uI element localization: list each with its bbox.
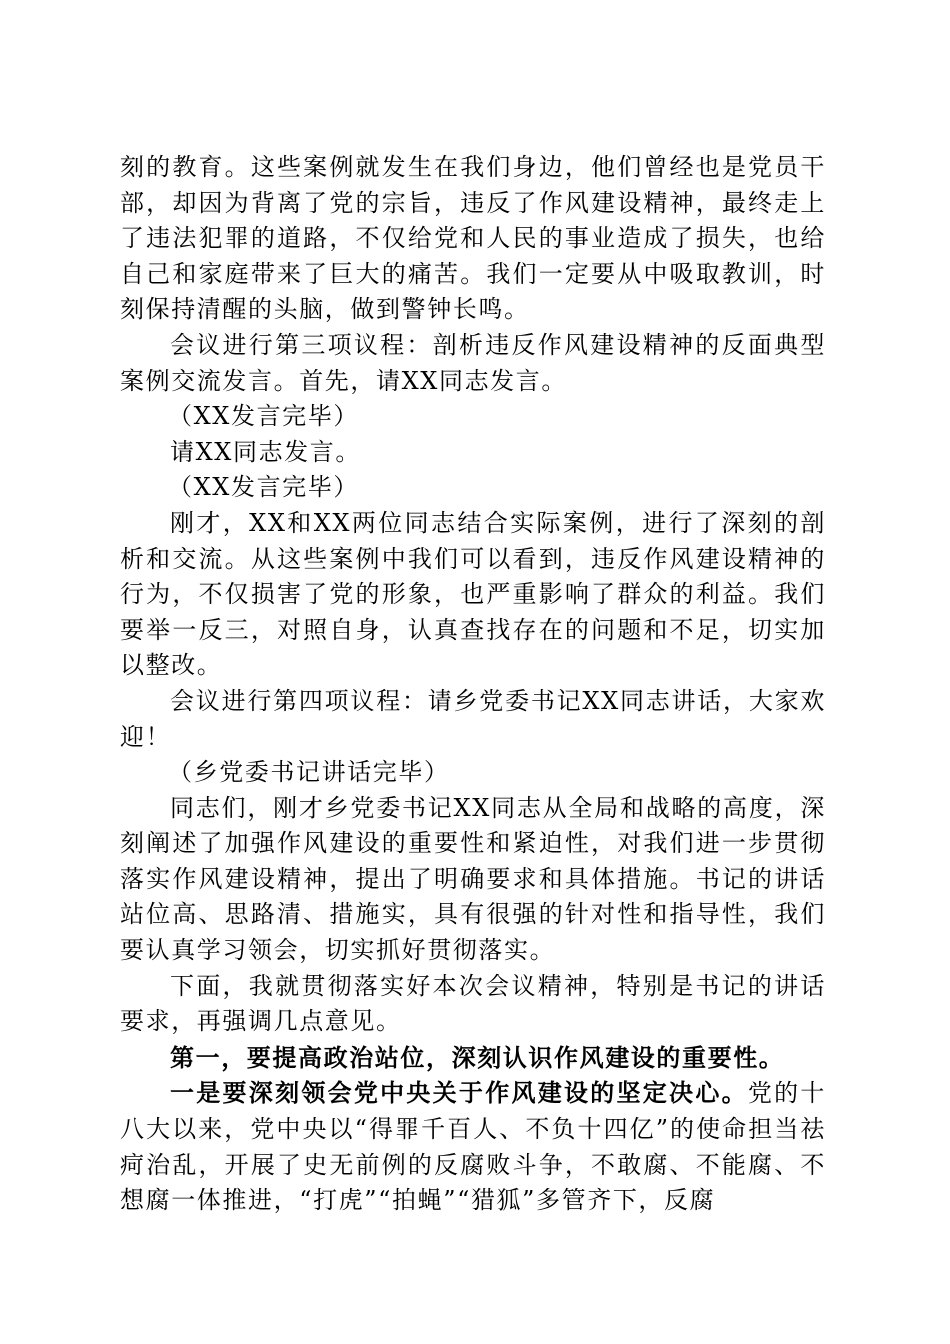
paragraph-speech-done-2: （XX发言完毕） (168, 473, 359, 502)
paragraph-agenda-4: 会议进行第四项议程：请乡党委书记XX同志讲话，大家欢迎！ (120, 686, 826, 751)
point-1-text: 党的十八大以来，党中央以“得罪千百人、不负十四亿”的使命担当祛疴治乱，开展了史无前例的反腐败斗争，不敢腐、不能腐、不想腐一体推进，“打虎”“拍蝇”“猎狐”多管齐下，反腐 (120, 1079, 826, 1215)
paragraph-point-1 (120, 1075, 826, 1218)
paragraph-agenda-3: 会议进行第三项议程：剖析违反作风建设精神的反面典型案例交流发言。首先，请XX同志发言。 (120, 330, 826, 395)
paragraph-secretary-done: （乡党委书记讲话完毕） (168, 758, 450, 787)
paragraph-speech-done-1: （XX发言完毕） (168, 402, 359, 431)
paragraph-emphasis-intro: 下面，我就贯彻落实好本次会议精神，特别是书记的讲话要求，再强调几点意见。 (120, 971, 826, 1036)
paragraph-summary: 刚才，XX和XX两位同志结合实际案例，进行了深刻的剖析和交流。从这些案例中我们可以看到，违反作风建设精神的行为，不仅损害了党的形象，也严重影响了群众的利益。我们要举一反三，对照自身，认真查找存在的问题和不足，切实加以整改。 (120, 508, 826, 680)
paragraph-1: 刻的教育。这些案例就发生在我们身边，他们曾经也是党员干部，却因为背离了党的宗旨，违反了作风建设精神，最终走上了违法犯罪的道路，不仅给党和人民的事业造成了损失，也给自己和家庭带来了巨大的痛苦。我们一定要从中吸取教训，时刻保持清醒的头脑，做到警钟长鸣。 (120, 153, 826, 324)
point-1-lead: 一是要深刻领会党中央关于作风建设的坚定决心。 (170, 1078, 748, 1108)
document-body (120, 150, 826, 1219)
section-heading-1: 第一，要提高政治站位，深刻认识作风建设的重要性。 (170, 1042, 785, 1072)
paragraph-next-speaker: 请XX同志发言。 (170, 437, 361, 466)
paragraph-comrades: 同志们，刚才乡党委书记XX同志从全局和战略的高度，深刻阐述了加强作风建设的重要性和紧迫性，对我们进一步贯彻落实作风建设精神，提出了明确要求和具体措施。书记的讲话站位高、思路清、措施实，具有很强的针对性和指导性，我们要认真学习领会，切实抓好贯彻落实。 (120, 793, 826, 965)
